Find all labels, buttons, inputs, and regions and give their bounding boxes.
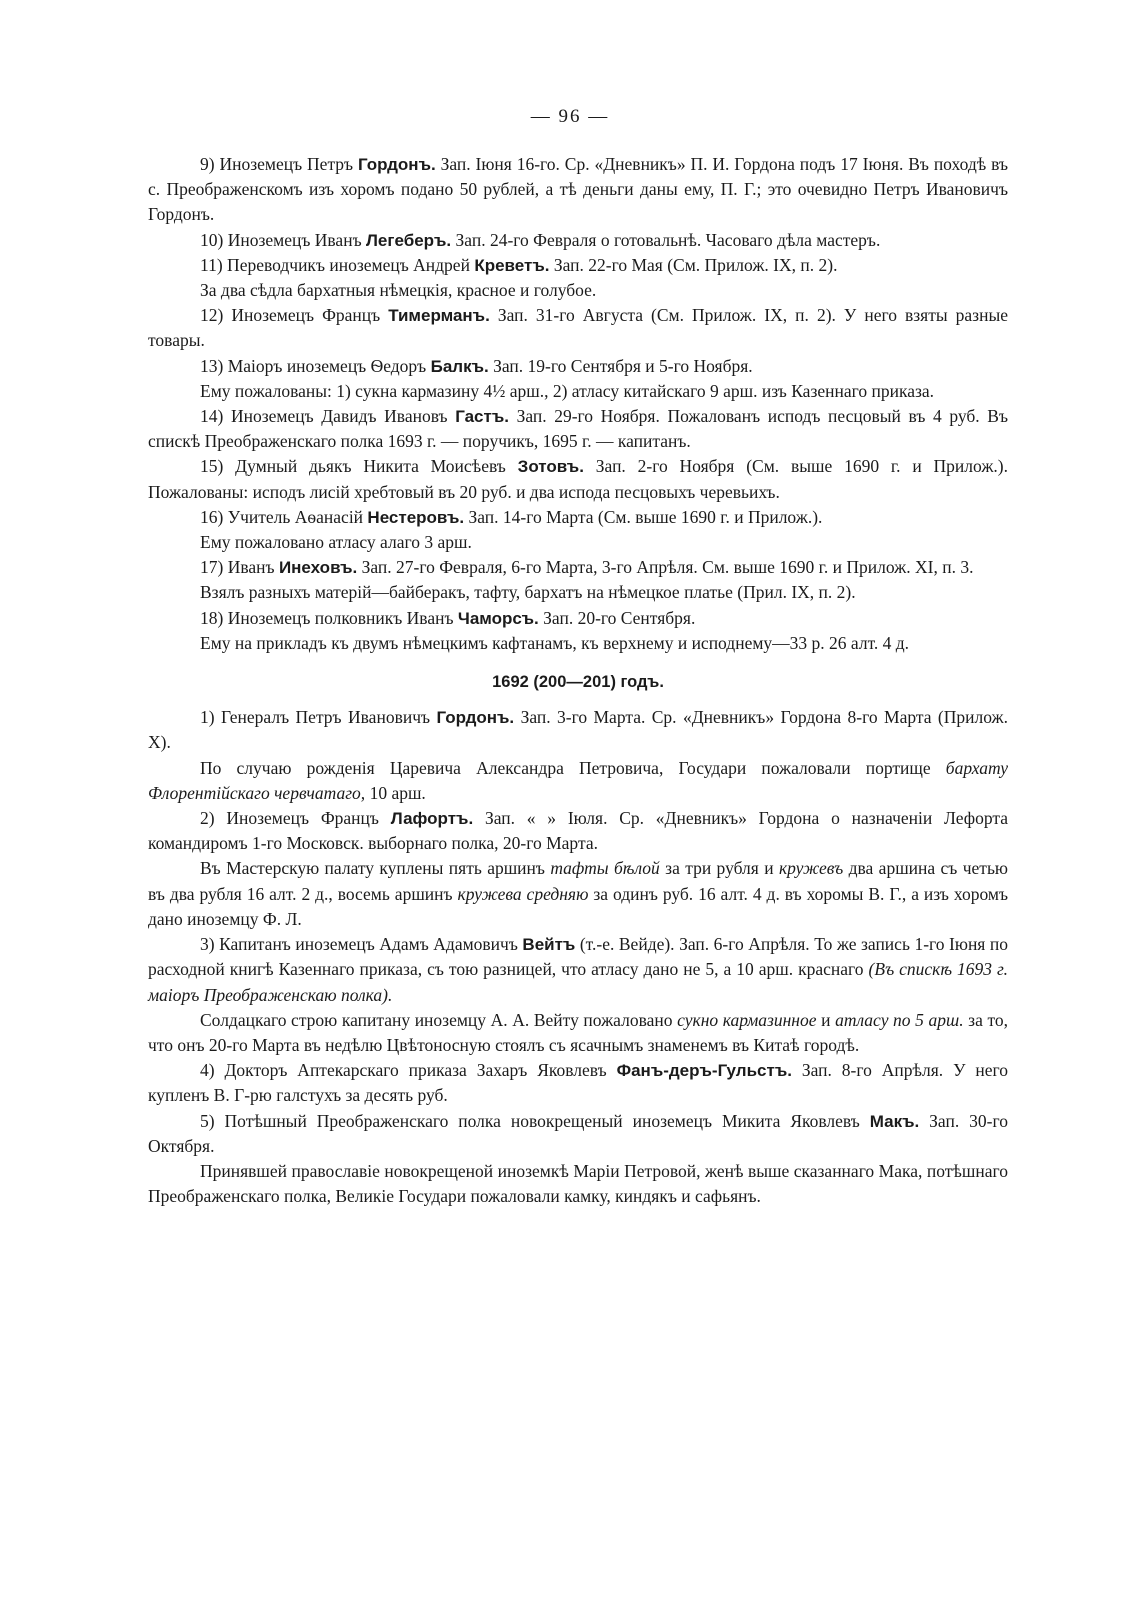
person-name: Креветъ. xyxy=(474,255,550,275)
entry-1691-11: 11) Переводчикъ иноземецъ Андрей Креветъ. Зап. 22-го Мая (См. Прилож. IX, п. 2). xyxy=(200,254,838,275)
entry-1691-11-note: За два сѣдла бархатныя нѣмецкія, красное и голубое. xyxy=(200,280,597,301)
person-name: Фанъ-деръ-Гульстъ. xyxy=(616,1061,792,1081)
person-name: Зотовъ. xyxy=(517,457,584,477)
body-text xyxy=(148,152,1008,1209)
entry-1691-13-note: Ему пожалованы: 1) сукна кармазину 4½ арш., 2) атласу китайскаго 9 арш. изъ Казеннаго приказа. xyxy=(200,380,935,401)
entry-1692-1: 1) Генералъ Петръ Ивановичъ Гордонъ. Зап. 3-го Марта. Ср. «Дневникъ» Гордона 8-го Марта (Прилож. X). xyxy=(148,707,1008,753)
entry-1692-2: 2) Иноземецъ Францъ Лафортъ. Зап. « » Іюля. Ср. «Дневникъ» Гордона о назначеніи Лефорта командиромъ 1-го Московск. выборнаго полка, 20-го Марта. xyxy=(148,808,1008,854)
person-name: Лафортъ. xyxy=(390,809,474,829)
entry-1692-2-note: Въ Мастерскую палату куплены пять аршинъ тафты бѣлой за три рубля и кружевъ два аршина съ четью въ два рубля 16 алт. 2 д., восемь аршинъ кружева средняю за одинъ руб. 16 алт. 4 д. въ хоромы В. Г., а изъ хоромъ дано иноземцу Ф. Л. xyxy=(148,858,1009,929)
person-name: Инеховъ. xyxy=(278,558,358,578)
entry-1691-9: 9) Иноземецъ Петръ Гордонъ. Зап. Іюня 16-го. Ср. «Дневникъ» П. И. Гордона подъ 17 Іюня. Въ походѣ въ с. Преображенскомъ изъ хоромъ подано 50 рублей, а тѣ деньги даны ему, П. Г.; это очевидно Петръ Ивановичъ Гордонъ. xyxy=(148,154,1008,225)
entries-1691 xyxy=(148,152,1008,656)
person-name: Вейтъ xyxy=(522,935,576,955)
person-name: Тимерманъ. xyxy=(388,306,490,326)
entry-1692-4: 4) Докторъ Аптекарскаго приказа Захаръ Яковлевъ Фанъ-деръ-Гульстъ. Зап. 8-го Апрѣля. У него купленъ В. Г-рю галстухъ за десять руб. xyxy=(148,1060,1008,1106)
person-name: Гордонъ. xyxy=(436,708,515,728)
entry-1691-17-note: Взялъ разныхъ матерій—байберакъ, тафту, бархатъ на нѣмецкое платье (Прил. IX, п. 2). xyxy=(200,582,856,603)
page-number: — 96 — xyxy=(530,106,610,127)
entry-1692-5: 5) Потѣшный Преображенскаго полка новокрещеный иноземецъ Микита Яковлевъ Макъ. Зап. 30-го Октября. xyxy=(148,1110,1008,1156)
entry-1691-18-note: Ему на прикладъ къ двумъ нѣмецкимъ кафтанамъ, къ верхнему и исподнему—33 р. 26 алт. 4 д. xyxy=(200,632,910,653)
entry-1692-1-note: По случаю рожденія Царевича Александра Петровича, Государи пожаловали портище бархату Флорентійскаго червчатаго, 10 арш. xyxy=(148,757,1008,803)
person-name: Гастъ. xyxy=(455,407,509,427)
entry-1691-17: 17) Иванъ Инеховъ. Зап. 27-го Февраля, 6-го Марта, 3-го Апрѣля. См. выше 1690 г. и Прилож. XI, п. 3. xyxy=(200,557,974,578)
entry-1691-16-note: Ему пожаловано атласу алаго 3 арш. xyxy=(200,532,472,553)
person-name: Гордонъ. xyxy=(358,155,436,174)
entry-1691-10: 10) Иноземецъ Иванъ Легеберъ. Зап. 24-го Февраля о готовальнѣ. Часоваго дѣла мастеръ. xyxy=(200,229,881,250)
entry-1691-13: 13) Маіоръ иноземецъ Ѳедоръ Балкъ. Зап. 19-го Сентября и 5-го Ноября. xyxy=(200,355,753,376)
person-name: Балкъ. xyxy=(430,356,489,376)
entry-1691-14: 14) Иноземецъ Давидъ Ивановъ Гастъ. Зап. 29-го Ноября. Пожалованъ исподъ песцовый въ 4 руб. Въ спискѣ Преображенскаго полка 1693 г. — поручикъ, 1695 г. — капитанъ. xyxy=(148,406,1008,452)
entry-1692-3: 3) Капитанъ иноземецъ Адамъ Адамовичъ Вейтъ (т.-е. Вейде). Зап. 6-го Апрѣля. То же запись 1-го Іюня по расходной книгѣ Казеннаго приказа, съ тою разницей, что атласу дано не 5, а 10 арш. краснаго (Въ спискѣ 1693 г. маіоръ Преображенскаю полка). xyxy=(148,934,1009,1005)
person-name: Нестеровъ. xyxy=(367,507,465,527)
entry-1691-15: 15) Думный дьякъ Никита Моисѣевъ Зотовъ. Зап. 2-го Ноября (См. выше 1690 г. и Прилож.). Пожалованы: исподъ лисій хребтовый въ 20 руб. и два испода песцовыхъ черевьихъ. xyxy=(148,456,1009,502)
person-name: Макъ. xyxy=(869,1111,920,1131)
entry-1692-5-note: Принявшей православіе новокрещеной иноземкѣ Маріи Петровой, женѣ выше сказаннаго Мака, потѣшнаго Преображенскаго полка, Великіе Государи пожаловали камку, киндякъ и сафьянъ. xyxy=(148,1160,1008,1207)
entry-1691-12: 12) Иноземецъ Францъ Тимерманъ. Зап. 31-го Августа (См. Прилож. IX, п. 2). У него взяты разные товары. xyxy=(148,305,1008,351)
person-name: Легеберъ. xyxy=(366,230,452,250)
section-heading-1692: 1692 (200—201) годъ. xyxy=(492,673,664,692)
entry-1692-3-note: Солдацкаго строю капитану иноземцу А. А. Вейту пожаловано сукно кармазинное и атласу по 5 арш. за то, что онъ 20-го Марта въ недѣлю Цвѣтоносную стоялъ съ ясачнымъ знаменемъ въ Китаѣ городѣ. xyxy=(148,1009,1008,1055)
entry-1691-18: 18) Иноземецъ полковникъ Иванъ Чаморсъ. Зап. 20-го Сентября. xyxy=(200,607,696,628)
entry-1691-16: 16) Учитель Аѳанасій Нестеровъ. Зап. 14-го Марта (См. выше 1690 г. и Прилож.). xyxy=(200,506,823,527)
person-name: Чаморсъ. xyxy=(457,608,539,628)
